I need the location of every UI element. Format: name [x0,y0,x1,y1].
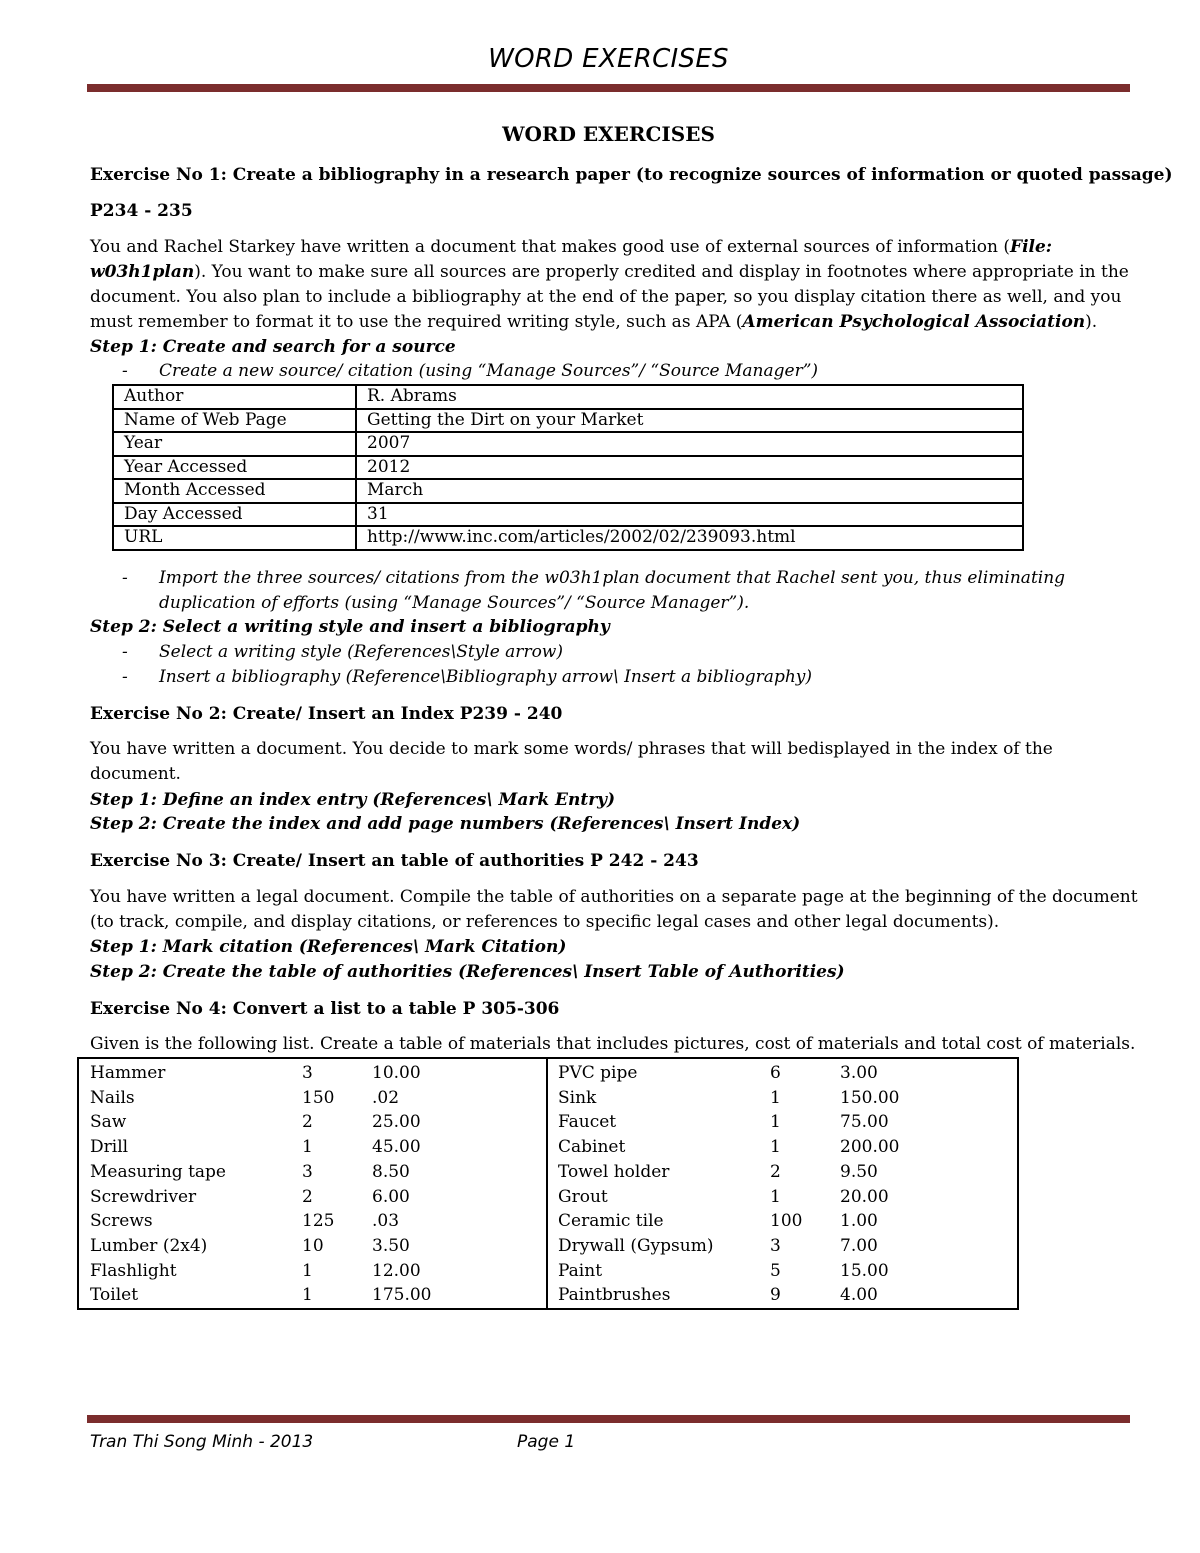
materials-right-item-name: Ceramic tile [558,1211,664,1232]
table-row [113,479,1023,503]
materials-right-item-name: Grout [558,1186,608,1207]
materials-left-item-price: 10.00 [372,1063,421,1083]
materials-right-item-qty: 2 [770,1161,781,1182]
source-field: Year [113,432,356,456]
source-field: Year Accessed [113,456,356,480]
materials-right-item-name: Faucet [558,1112,617,1133]
ex3-para-line2: (to track, compile, and display citations, or references to specific legal cases and other legal documents). [90,912,1000,932]
ex1-bullet4: Insert a bibliography (Reference\Bibliography arrow\ Insert a bibliography) [159,667,813,687]
source-field: URL [113,526,356,550]
materials-left-item-price: .02 [372,1087,400,1108]
materials-right-item-name: Cabinet [558,1137,626,1158]
materials-right-item-name: PVC pipe [558,1063,638,1083]
materials-right-item-qty: 6 [770,1063,781,1083]
ex2-para-line1: You have written a document. You decide to mark some words/ phrases that will bedisplayed in the index of the [90,739,1053,759]
materials-right-item-price: 9.50 [840,1161,878,1182]
materials-right-item-name: Paint [558,1260,603,1281]
ex2-step2: Step 2: Create the index and add page numbers (References\ Insert Index) [90,814,801,834]
table-row [113,385,1023,409]
materials-left-item-qty: 1 [302,1260,313,1281]
materials-right-item-qty: 1 [770,1137,781,1158]
ex1-para-text: must remember to format it to use the required writing style, such as APA ( [90,312,743,332]
materials-left-item-price: 8.50 [372,1161,410,1182]
materials-left-item-price: 175.00 [372,1285,432,1306]
ex1-bullet3: Select a writing style (References\Style arrow) [159,642,563,662]
source-field: Author [113,385,356,409]
materials-right-item-qty: 9 [770,1285,781,1306]
table-row [113,409,1023,433]
source-value: 31 [356,503,1023,527]
materials-left-item-name: Nails [90,1087,135,1108]
materials-right-item-price: 20.00 [840,1186,889,1207]
table-row [113,503,1023,527]
source-value: March [356,479,1023,503]
materials-left-item-price: 12.00 [372,1260,421,1281]
ex1-bullet1: Create a new source/ citation (using “Manage Sources”/ “Source Manager”) [159,361,819,381]
materials-right-item-price: 4.00 [840,1285,878,1306]
materials-right-item-qty: 1 [770,1186,781,1207]
document-title: WORD EXERCISES [502,122,715,146]
materials-left-item-name: Saw [90,1112,127,1133]
ex1-para-text: ). You want to make sure all sources are properly credited and display in footnotes where appropriate in the [194,262,1129,282]
ex1-step1: Step 1: Create and search for a source [90,337,456,357]
ex1-para-line2 [90,260,1130,285]
ex1-file-name: w03h1plan [90,262,195,282]
ex2-heading: Exercise No 2: Create/ Insert an Index P239 - 240 [90,704,563,724]
materials-left-item-price: 3.50 [372,1235,410,1256]
materials-right-item-name: Paintbrushes [558,1285,671,1306]
materials-left-item-qty: 2 [302,1112,313,1133]
materials-right-item-price: 1.00 [840,1211,878,1232]
materials-right-item-qty: 1 [770,1087,781,1108]
source-value: R. Abrams [356,385,1023,409]
ex1-bullet2-cont: duplication of efforts (using “Manage Sources”/ “Source Manager”). [159,593,750,613]
ex1-heading: Exercise No 1: Create a bibliography in a research paper (to recognize sources of information or quoted passage) [90,165,1173,185]
materials-right-item-qty: 100 [770,1211,803,1232]
materials-right-item-qty: 1 [770,1112,781,1133]
footer-page-number: Page 1 [517,1432,576,1452]
ex1-para-text: ). [1085,312,1098,332]
materials-left-item-qty: 10 [302,1235,324,1256]
materials-left-item-name: Flashlight [90,1260,177,1281]
materials-left-item-price: 45.00 [372,1137,421,1158]
table-row [113,526,1023,550]
materials-left-item-name: Measuring tape [90,1161,226,1182]
source-table [112,384,1024,551]
materials-left-item-price: 6.00 [372,1186,410,1207]
bullet-dash: - [122,361,128,381]
source-value: 2012 [356,456,1023,480]
ex1-pages: P234 - 235 [90,201,193,221]
ex3-step1: Step 1: Mark citation (References\ Mark Citation) [90,937,567,957]
ex1-apa-name: American Psychological Association [742,312,1086,332]
ex1-file-label: File: [1010,237,1053,257]
ex2-step1: Step 1: Define an index entry (References\ Mark Entry) [90,790,616,810]
ex3-para-line1: You have written a legal document. Compile the table of authorities on a separate page at the beginning of the document [90,887,1138,907]
materials-right-item-price: 15.00 [840,1260,889,1281]
materials-left-item-qty: 2 [302,1186,313,1207]
materials-table-right [546,1057,1019,1310]
ex4-heading: Exercise No 4: Convert a list to a table P 305-306 [90,999,560,1019]
materials-left-item-qty: 3 [302,1161,313,1182]
ex1-bullet2: Import the three sources/ citations from the w03h1plan document that Rachel sent you, thus eliminating [159,568,1066,588]
materials-left-item-price: .03 [372,1211,400,1232]
ex2-para-line2: document. [90,764,181,784]
materials-left-item-qty: 1 [302,1137,313,1158]
ex3-heading: Exercise No 3: Create/ Insert an table of authorities P 242 - 243 [90,851,699,871]
materials-left-item-qty: 125 [302,1211,335,1232]
source-value: 2007 [356,432,1023,456]
ex1-para-text: You and Rachel Starkey have written a document that makes good use of external sources of information ( [90,237,1010,257]
bullet-dash: - [122,667,128,687]
bullet-dash: - [122,642,128,662]
footer-rule [87,1415,1130,1423]
header-title: WORD EXERCISES [488,44,729,74]
materials-left-item-name: Toilet [90,1285,139,1306]
source-value: http://www.inc.com/articles/2002/02/239093.html [356,526,1023,550]
materials-right-item-price: 200.00 [840,1137,900,1158]
source-field: Name of Web Page [113,409,356,433]
materials-right-item-qty: 5 [770,1260,781,1281]
materials-right-item-name: Sink [558,1087,597,1108]
ex1-step2: Step 2: Select a writing style and insert a bibliography [90,617,610,637]
materials-right-item-qty: 3 [770,1235,781,1256]
header-rule [87,84,1130,92]
ex1-para-line4 [90,310,1130,335]
ex3-step2: Step 2: Create the table of authorities (References\ Insert Table of Authorities) [90,962,845,982]
bullet-dash: - [122,568,128,588]
materials-right-item-price: 150.00 [840,1087,900,1108]
materials-left-item-qty: 1 [302,1285,313,1306]
source-field: Month Accessed [113,479,356,503]
materials-right-item-price: 3.00 [840,1063,878,1083]
source-value: Getting the Dirt on your Market [356,409,1023,433]
materials-right-item-price: 7.00 [840,1235,878,1256]
materials-left-item-price: 25.00 [372,1112,421,1133]
ex1-para-line1 [90,235,1130,260]
materials-left-item-name: Screws [90,1211,153,1232]
footer-author: Tran Thi Song Minh - 2013 [90,1432,314,1452]
materials-left-item-name: Screwdriver [90,1186,197,1207]
materials-left-item-name: Hammer [90,1063,166,1083]
materials-table-left [77,1057,548,1310]
materials-left-item-qty: 150 [302,1087,335,1108]
materials-right-item-name: Towel holder [558,1161,670,1182]
table-row [113,432,1023,456]
materials-left-item-qty: 3 [302,1063,313,1083]
source-field: Day Accessed [113,503,356,527]
materials-right-item-price: 75.00 [840,1112,889,1133]
materials-left-item-name: Lumber (2x4) [90,1235,208,1256]
materials-left-item-name: Drill [90,1137,129,1158]
table-row [113,456,1023,480]
ex4-para: Given is the following list. Create a table of materials that includes pictures, cost of materials and total cost of materials. [90,1034,1136,1054]
materials-right-item-name: Drywall (Gypsum) [558,1235,714,1256]
ex1-para-line3: document. You also plan to include a bibliography at the end of the paper, so you display citation there as well, and you [90,287,1122,307]
